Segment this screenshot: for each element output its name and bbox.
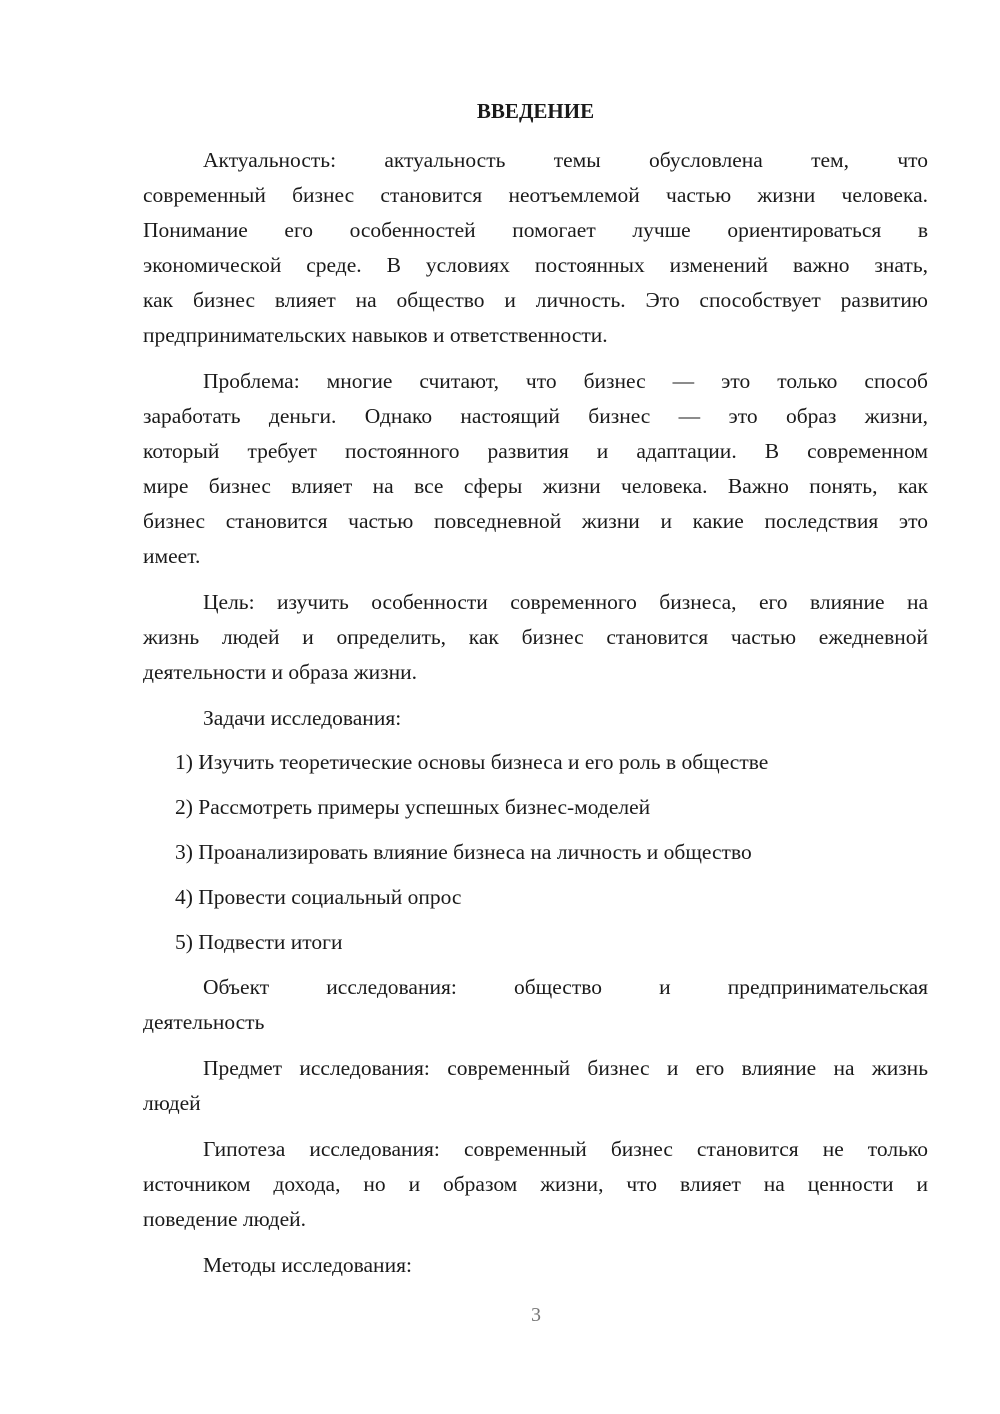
document-page <box>143 94 928 1294</box>
section-title: ВВЕДЕНИЕ <box>476 99 595 123</box>
paragraph <box>143 143 928 353</box>
text-line: Проблема: многие считают, что бизнес — это только способ <box>203 369 928 393</box>
paragraph <box>143 585 928 690</box>
page-number: 3 <box>531 1304 541 1326</box>
text-line: поведение людей. <box>143 1207 307 1231</box>
text-line: как бизнес влияет на общество и личность. Это способствует развитию <box>143 288 928 312</box>
text-line: деятельности и образа жизни. <box>143 660 417 684</box>
text-line: Понимание его особенностей помогает лучше ориентироваться в <box>143 218 928 242</box>
paragraph <box>143 1248 928 1283</box>
text-line: заработать деньги. Однако настоящий бизнес — это образ жизни, <box>143 404 928 428</box>
text-line: современный бизнес становится неотъемлемой частью жизни человека. <box>143 183 928 207</box>
research-paragraphs <box>143 970 928 1283</box>
text-line: Задачи исследования: <box>203 706 402 730</box>
task-item: 2) Рассмотреть примеры успешных бизнес-моделей <box>175 795 651 819</box>
text-line: людей <box>143 1091 201 1115</box>
text-line: бизнес становится частью повседневной жизни и какие последствия это <box>143 509 928 533</box>
text-line: деятельность <box>143 1010 265 1034</box>
text-line: Методы исследования: <box>203 1253 412 1277</box>
paragraph <box>143 1132 928 1237</box>
paragraph <box>143 364 928 574</box>
task-item: 5) Подвести итоги <box>175 930 343 954</box>
text-line: источником дохода, но и образом жизни, что влияет на ценности и <box>143 1172 928 1196</box>
task-item: 1) Изучить теоретические основы бизнеса и его роль в обществе <box>175 750 769 774</box>
text-line: Предмет исследования: современный бизнес и его влияние на жизнь <box>203 1056 928 1080</box>
text-line: Актуальность: актуальность темы обусловлена тем, что <box>203 148 928 172</box>
text-line: Цель: изучить особенности современного бизнеса, его влияние на <box>203 590 928 614</box>
paragraph <box>143 701 928 736</box>
task-item: 4) Провести социальный опрос <box>175 885 462 909</box>
tasks-list <box>143 745 928 970</box>
text-line: мире бизнес влияет на все сферы жизни человека. Важно понять, как <box>143 474 928 498</box>
task-item: 3) Проанализировать влияние бизнеса на личность и общество <box>175 840 752 864</box>
text-line: Гипотеза исследования: современный бизнес становится не только <box>203 1137 928 1161</box>
text-line: предпринимательских навыков и ответственности. <box>143 323 608 347</box>
text-line: жизнь людей и определить, как бизнес становится частью ежедневной <box>143 625 928 649</box>
paragraph <box>143 970 928 1040</box>
text-line: Объект исследования: общество и предпринимательская <box>203 975 928 999</box>
intro-paragraphs <box>143 143 928 736</box>
text-line: экономической среде. В условиях постоянных изменений важно знать, <box>143 253 928 277</box>
text-line: который требует постоянного развития и адаптации. В современном <box>143 439 928 463</box>
text-line: имеет. <box>143 544 201 568</box>
paragraph <box>143 1051 928 1121</box>
